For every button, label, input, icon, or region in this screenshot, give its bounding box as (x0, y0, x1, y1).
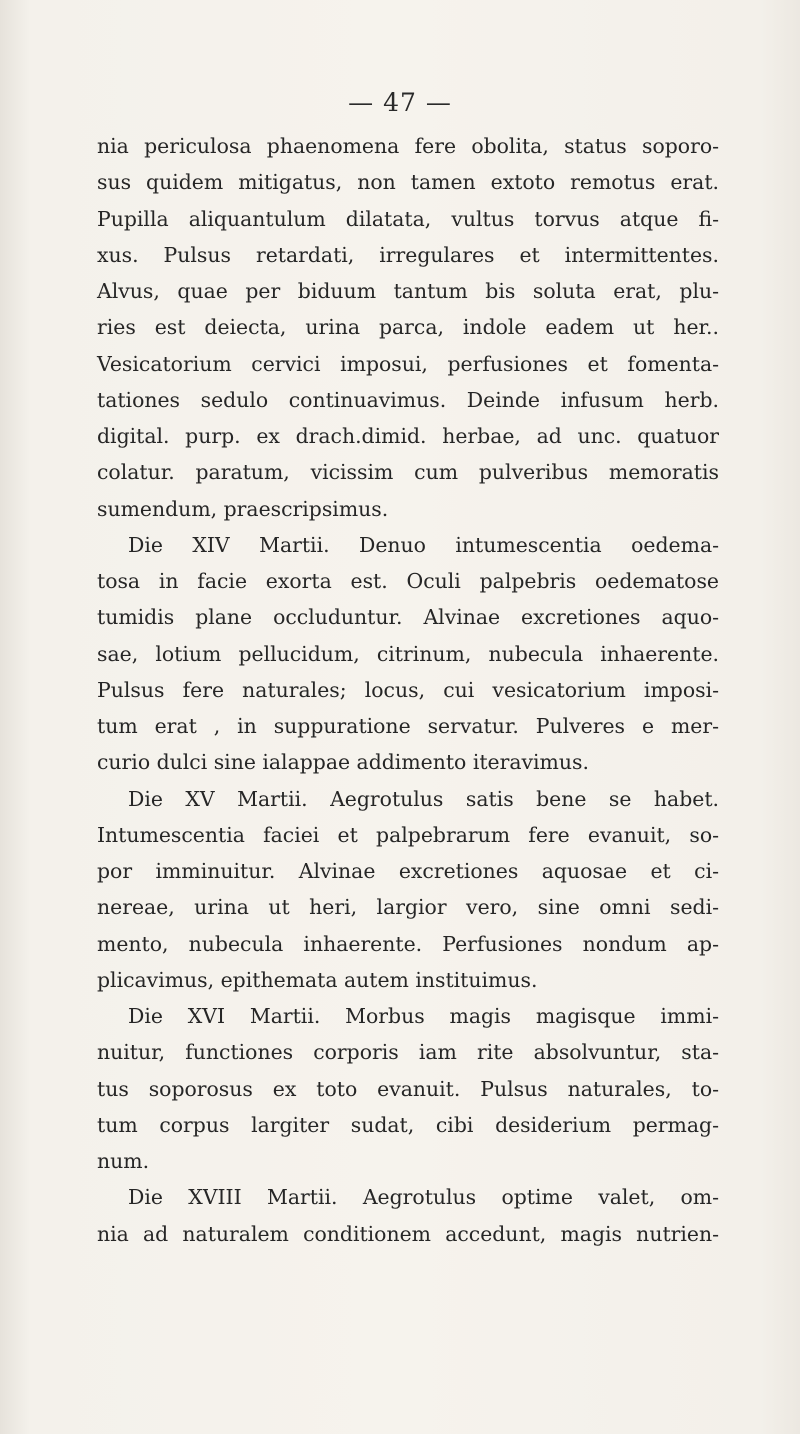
text-line: curio dulci sine ialappae addimento iteravimus. (97, 750, 589, 775)
text-line: nereae, urina ut heri, largior vero, sine omni sedi- (97, 895, 719, 920)
text-line: nia periculosa phaenomena fere obolita, status soporo- (97, 134, 719, 158)
text-line: nia ad naturalem conditionem accedunt, magis nutrien- (97, 1221, 719, 1246)
text-line: mento, nubecula inhaerente. Perfusiones nondum ap- (97, 931, 719, 956)
text-line: Die XV Martii. Aegrotulus satis bene se habet. (128, 786, 719, 811)
page-number: — 47 — (348, 88, 452, 117)
text-line: digital. purp. ex drach.dimid. herbae, ad unc. quatuor (97, 424, 719, 448)
text-line: Pulsus fere naturales; locus, cui vesicatorium imposi- (97, 677, 719, 702)
text-line: por imminuitur. Alvinae excretiones aquosae et ci- (97, 859, 719, 883)
text-line: tumidis plane occluduntur. Alvinae excretiones aquo- (97, 605, 719, 630)
text-line: num. (97, 1149, 150, 1173)
text-line: sae, lotium pellucidum, citrinum, nubecula inhaerente. (97, 641, 719, 666)
text-line: tum corpus largiter sudat, cibi desiderium permag- (97, 1112, 719, 1137)
text-line: nuitur, functiones corporis iam rite absolvuntur, sta- (97, 1040, 719, 1065)
text-line: tationes sedulo continuavimus. Deinde infusum herb. (97, 387, 719, 412)
text-line: Die XVIII Martii. Aegrotulus optime valet, om- (128, 1185, 719, 1210)
text-line: Die XVI Martii. Morbus magis magisque immi- (128, 1004, 719, 1028)
text-line: Vesicatorium cervici imposui, perfusiones et fomenta- (97, 351, 719, 376)
text-line: sumendum, praescripsimus. (97, 496, 389, 521)
text-line: xus. Pulsus retardati, irregulares et intermittentes. (97, 242, 719, 267)
text-line: ries est deiecta, urina parca, indole eadem ut her.. (97, 315, 719, 340)
text-line: tosa in facie exorta est. Oculi palpebris oedematose (97, 569, 719, 593)
text-line: sus quidem mitigatus, non tamen extoto remotus erat. (97, 170, 719, 195)
text-line: plicavimus, epithemata autem instituimus. (97, 967, 538, 992)
text-line: tus soporosus ex toto evanuit. Pulsus naturales, to- (97, 1076, 719, 1101)
text-line: Die XIV Martii. Denuo intumescentia oedema- (128, 532, 719, 557)
text-line: colatur. paratum, vicissim cum pulveribus memoratis (97, 460, 719, 485)
text-line: Intumescentia faciei et palpebrarum fere evanuit, so- (97, 822, 719, 847)
text-line: tum erat , in suppuratione servatur. Pulveres e mer- (97, 714, 719, 738)
text-line: Pupilla aliquantulum dilatata, vultus torvus atque fi- (97, 206, 719, 231)
body-text (97, 128, 719, 1252)
text-line: Alvus, quae per biduum tantum bis soluta erat, plu- (97, 279, 719, 303)
